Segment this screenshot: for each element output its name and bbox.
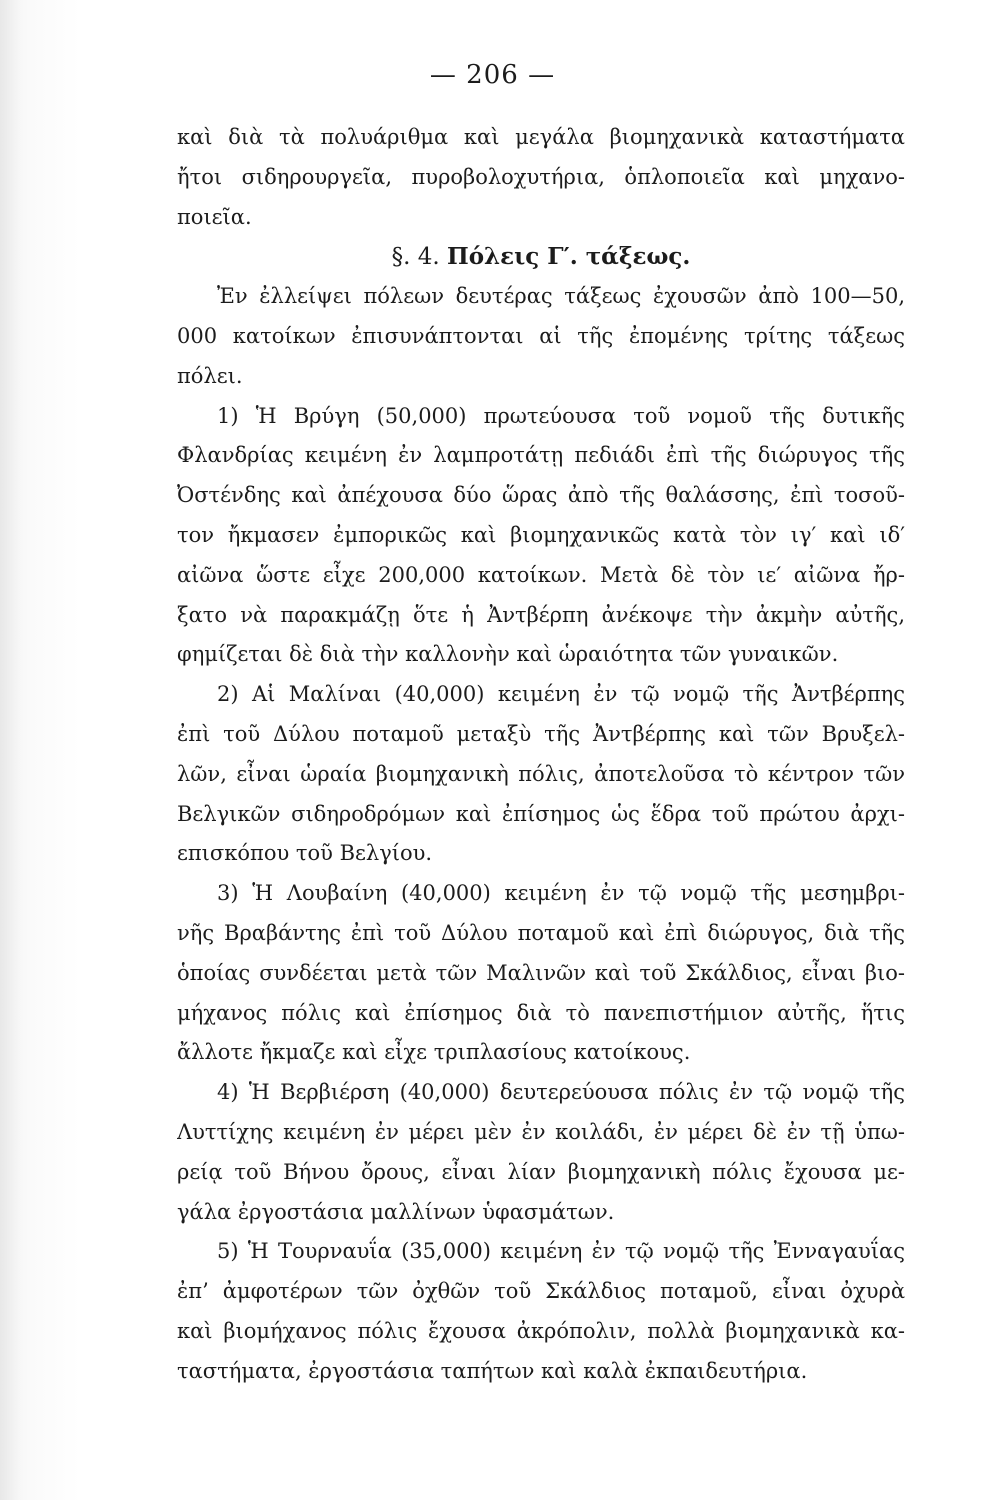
text-line: ἐπ’ ἀμφοτέρων τῶν ὀχθῶν τοῦ Σκάλδιος ποταμοῦ, εἶναι ὀχυρὰ bbox=[177, 1279, 905, 1304]
text-line: Βελγικῶν σιδηροδρόμων καὶ ἐπίσημος ὡς ἕδρα τοῦ πρώτου ἀρχι- bbox=[177, 801, 905, 826]
text-line: καὶ διὰ τὰ πολυάριθμα καὶ μεγάλα βιομηχανικὰ καταστήματα bbox=[177, 125, 905, 149]
text-line: Λυττίχης κειμένη ἐν μέρει μὲν ἐν κοιλάδι, ἐν μέρει δὲ ἐν τῇ ὑπω- bbox=[177, 1119, 905, 1144]
text-line: επισκόπου τοῦ Βελγίου. bbox=[177, 841, 433, 866]
section-heading bbox=[177, 237, 905, 277]
text-line: ρείᾳ τοῦ Βήνου ὄρους, εἶναι λίαν βιομηχανικὴ πόλις ἔχουσα με- bbox=[177, 1159, 905, 1184]
text-line: νῆς Βραβάντης ἐπὶ τοῦ Δύλου ποταμοῦ καὶ ἐπὶ διώρυγος, διὰ τῆς bbox=[177, 920, 905, 945]
text-line: πόλει. bbox=[177, 363, 243, 388]
page-gutter-shadow bbox=[0, 0, 22, 1500]
text-line: 1) Ἡ Βρύγη (50,000) πρωτεύουσα τοῦ νομοῦ τῆς δυτικῆς bbox=[217, 403, 905, 428]
text-line: 000 κατοίκων ἐπισυνάπτονται αἱ τῆς ἐπομένης τρίτης τάξεως bbox=[177, 323, 905, 348]
text-line: λῶν, εἶναι ὡραία βιομηχανικὴ πόλις, ἀποτελοῦσα τὸ κέντρον τῶν bbox=[177, 761, 905, 786]
text-line: ποιεῖα. bbox=[177, 204, 252, 229]
section-title: Πόλεις Γ′. τάξεως. bbox=[446, 243, 691, 271]
section-number: §. 4. bbox=[391, 244, 440, 271]
text-line: ἄλλοτε ἤκμαζε καὶ εἶχε τριπλασίους κατοίκους. bbox=[177, 1040, 691, 1065]
page-number: — 206 — bbox=[429, 60, 556, 90]
text-line: ἤτοι σιδηρουργεῖα, πυροβολοχυτήρια, ὁπλοποιεῖα καὶ μηχανο- bbox=[177, 164, 905, 189]
text-line: 4) Ἡ Βερβιέρση (40,000) δευτερεύουσα πόλις ἐν τῷ νομῷ τῆς bbox=[217, 1080, 905, 1105]
text-line: Ὀστένδης καὶ ἀπέχουσα δύο ὥρας ἀπὸ τῆς θαλάσσης, ἐπὶ τοσοῦ- bbox=[177, 483, 905, 508]
text-line: γάλα ἐργοστάσια μαλλίνων ὑφασμάτων. bbox=[177, 1199, 615, 1224]
text-line: ἐπὶ τοῦ Δύλου ποταμοῦ μεταξὺ τῆς Ἀντβέρπης καὶ τῶν Βρυξελ- bbox=[177, 721, 905, 746]
text-line: ὁποίας συνδέεται μετὰ τῶν Μαλινῶν καὶ τοῦ Σκάλδιος, εἶναι βιο- bbox=[177, 960, 905, 985]
text-line: μήχανος πόλις καὶ ἐπίσημος διὰ τὸ πανεπιστήμιον αὐτῆς, ἥτις bbox=[177, 1000, 905, 1025]
text-line: 2) Αἱ Μαλίναι (40,000) κειμένη ἐν τῷ νομῷ τῆς Ἀντβέρπης bbox=[217, 682, 905, 707]
text-line: αἰῶνα ὥστε εἶχε 200,000 κατοίκων. Μετὰ δὲ τὸν ιε′ αἰῶνα ἤρ- bbox=[177, 562, 905, 587]
text-line: Ἐν ἐλλείψει πόλεων δευτέρας τάξεως ἐχουσῶν ἀπὸ 100—50, bbox=[217, 284, 905, 309]
text-line: τον ἤκμασεν ἐμπορικῶς καὶ βιομηχανικῶς κατὰ τὸν ιγ′ καὶ ιδ′ bbox=[177, 522, 905, 547]
text-line: Φλανδρίας κειμένη ἐν λαμπροτάτῃ πεδιάδι ἐπὶ τῆς διώρυγος τῆς bbox=[177, 443, 905, 468]
text-line: 3) Ἡ Λουβαίνη (40,000) κειμένη ἐν τῷ νομῷ τῆς μεσημβρι- bbox=[217, 881, 905, 906]
text-line: 5) Ἡ Τουρναυΐα (35,000) κειμένη ἐν τῷ νομῷ τῆς Ἐνναγαυΐας bbox=[217, 1239, 905, 1264]
text-line: φημίζεται δὲ διὰ τὴν καλλονὴν καὶ ὡραιότητα τῶν γυναικῶν. bbox=[177, 642, 839, 667]
body-text bbox=[177, 118, 905, 1392]
text-line: ταστήματα, ἐργοστάσια ταπήτων καὶ καλὰ ἐκπαιδευτήρια. bbox=[177, 1358, 808, 1383]
text-line: καὶ βιομήχανος πόλις ἔχουσα ἀκρόπολιν, πολλὰ βιομηχανικὰ κα- bbox=[177, 1318, 905, 1343]
text-line: ξατο νὰ παρακμάζῃ ὅτε ἡ Ἀντβέρπη ἀνέκοψε τὴν ἀκμὴν αὐτῆς, bbox=[177, 602, 905, 627]
